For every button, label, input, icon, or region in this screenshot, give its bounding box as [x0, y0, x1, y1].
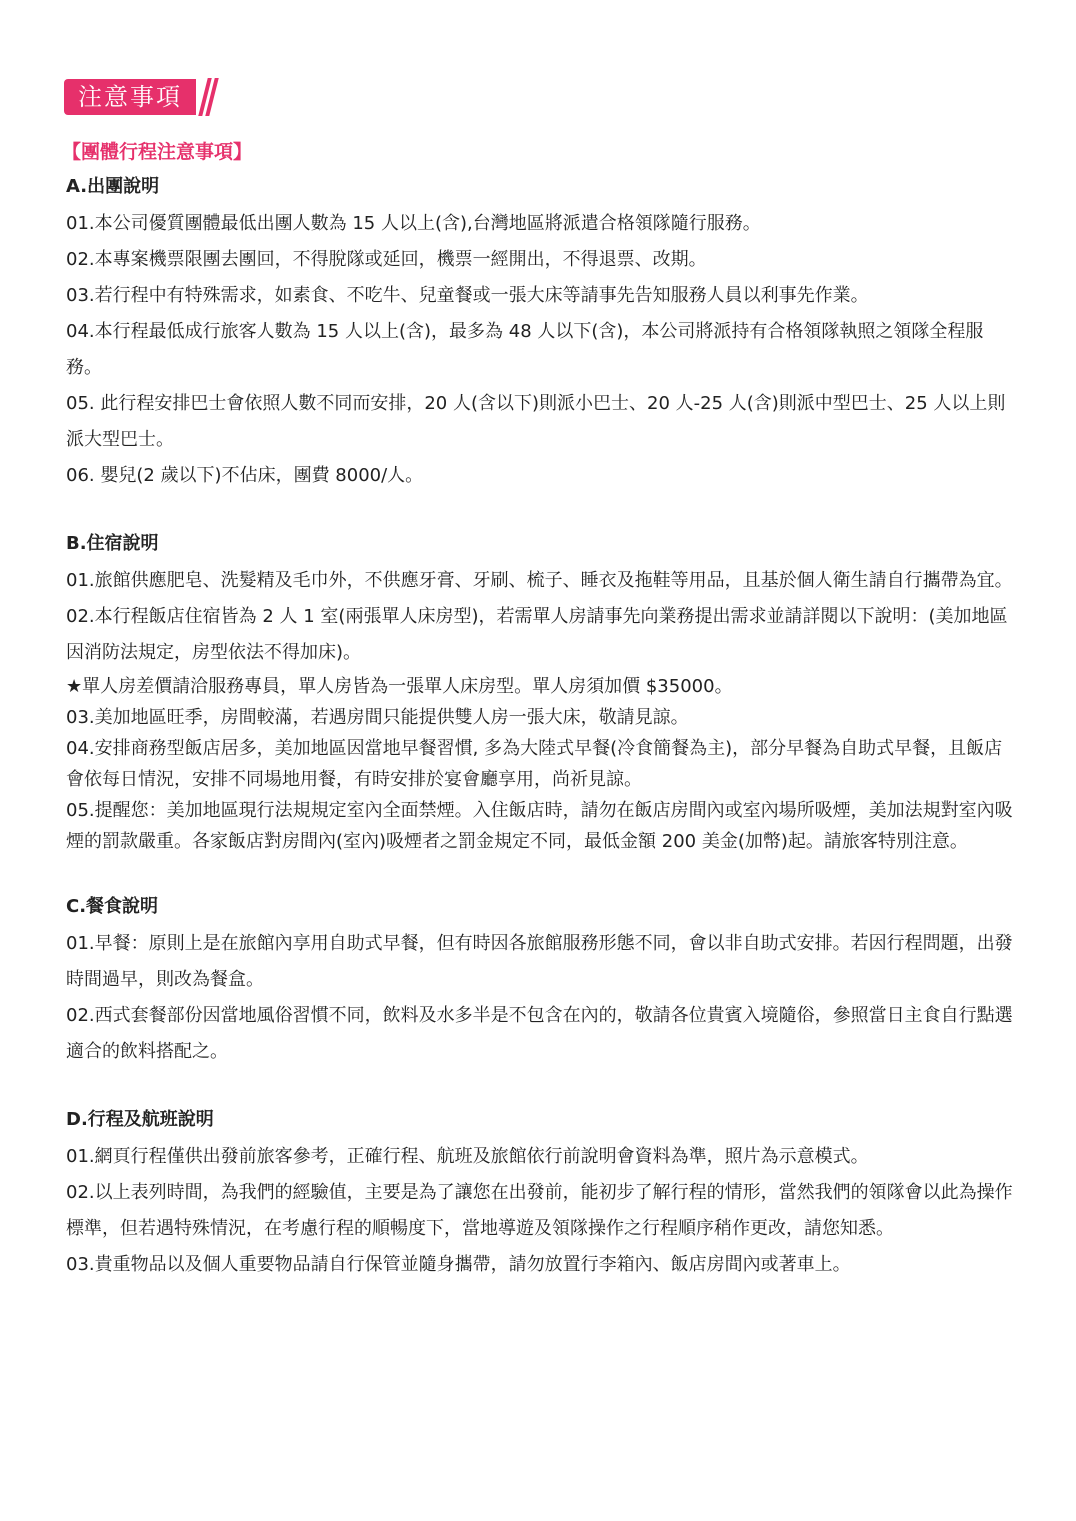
section-a-item: 03.若行程中有特殊需求，如素食、不吃牛、兒童餐或一張大床等請事先告知服務人員以利事先作業。: [66, 285, 869, 306]
section-d-title: D.行程及航班說明: [66, 1109, 214, 1130]
section-b-item: 01.旅館供應肥皂、洗髮精及毛巾外，不供應牙膏、牙刷、梳子、睡衣及拖鞋等用品，且基於個人衛生請自行攜帶為宜。: [66, 570, 1013, 591]
section-banner: [64, 78, 214, 116]
section-a-item: 06. 嬰兒(2 歲以下)不佔床，團費 8000/人。: [66, 465, 424, 486]
section-d-item: 02.以上表列時間，為我們的經驗值，主要是為了讓您在出發前，能初步了解行程的情形，當然我們的領隊會以此為操作標準，但若遇特殊情況，在考慮行程的順暢度下，當地導遊及領隊操作之行程順序稍作更改，請您知悉。: [66, 1182, 1013, 1239]
section-a-title: A.出團說明: [66, 176, 160, 197]
section-a-item: 05. 此行程安排巴士會依照人數不同而安排，20 人(含以下)則派小巴士、20 人-25 人(含)則派中型巴士、25 人以上則派大型巴士。: [66, 393, 1006, 450]
section-b-item: ★單人房差價請洽服務專員，單人房皆為一張單人床房型。單人房須加價 $35000。: [66, 676, 733, 697]
section-b-title: B.住宿說明: [66, 533, 159, 554]
section-b: [66, 530, 1016, 857]
section-d-item: 01.網頁行程僅供出發前旅客參考，正確行程、航班及旅館依行前說明會資料為準，照片為示意模式。: [66, 1146, 869, 1167]
notice-content: [62, 138, 1016, 1283]
section-a-item: 04.本行程最低成行旅客人數為 15 人以上(含)，最多為 48 人以下(含)，本公司將派持有合格領隊執照之領隊全程服務。: [66, 321, 984, 378]
section-d: [66, 1106, 1016, 1283]
section-d-item: 03.貴重物品以及個人重要物品請自行保管並隨身攜帶，請勿放置行李箱內、飯店房間內或著車上。: [66, 1254, 851, 1275]
section-a-item: 01.本公司優質團體最低出團人數為 15 人以上(含),台灣地區將派遣合格領隊隨行服務。: [66, 213, 761, 234]
section-a: [66, 173, 1016, 494]
section-c-item: 01.早餐：原則上是在旅館內享用自助式早餐，但有時因各旅館服務形態不同，會以非自助式安排。若因行程問題，出發時間過早，則改為餐盒。: [66, 933, 1013, 990]
section-c-title: C.餐食說明: [66, 896, 159, 917]
section-a-item: 02.本專案機票限團去團回，不得脫隊或延回，機票一經開出，不得退票、改期。: [66, 249, 707, 270]
section-c-item: 02.西式套餐部份因當地風俗習慣不同，飲料及水多半是不包含在內的，敬請各位貴賓入境隨俗，參照當日主食自行點選適合的飲料搭配之。: [66, 1005, 1013, 1062]
section-c: [66, 893, 1016, 1070]
section-b-item: 03.美加地區旺季，房間較滿，若遇房間只能提供雙人房一張大床，敬請見諒。: [66, 707, 689, 728]
section-b-item: 05.提醒您：美加地區現行法規規定室內全面禁煙。入住飯店時，請勿在飯店房間內或室內場所吸煙，美加法規對室內吸煙的罰款嚴重。各家飯店對房間內(室內)吸煙者之罰金規定不同，最低金額 200 美金(加幣)起。請旅客特別注意。: [66, 800, 1013, 852]
banner-title: 注意事項: [64, 79, 196, 115]
section-b-item: 04.安排商務型飯店居多，美加地區因當地早餐習慣, 多為大陸式早餐(冷食簡餐為主)，部分早餐為自助式早餐，且飯店會依每日情況，安排不同場地用餐，有時安排於宴會廳享用，尚祈見諒。: [66, 738, 1003, 790]
group-notice-subtitle: 【團體行程注意事項】: [62, 141, 253, 163]
section-b-item: 02.本行程飯店住宿皆為 2 人 1 室(兩張單人床房型)，若需單人房請事先向業務提出需求並請詳閱以下說明：(美加地區因消防法規定，房型依法不得加床)。: [66, 606, 1008, 663]
banner-stripes-decoration: [200, 78, 214, 116]
